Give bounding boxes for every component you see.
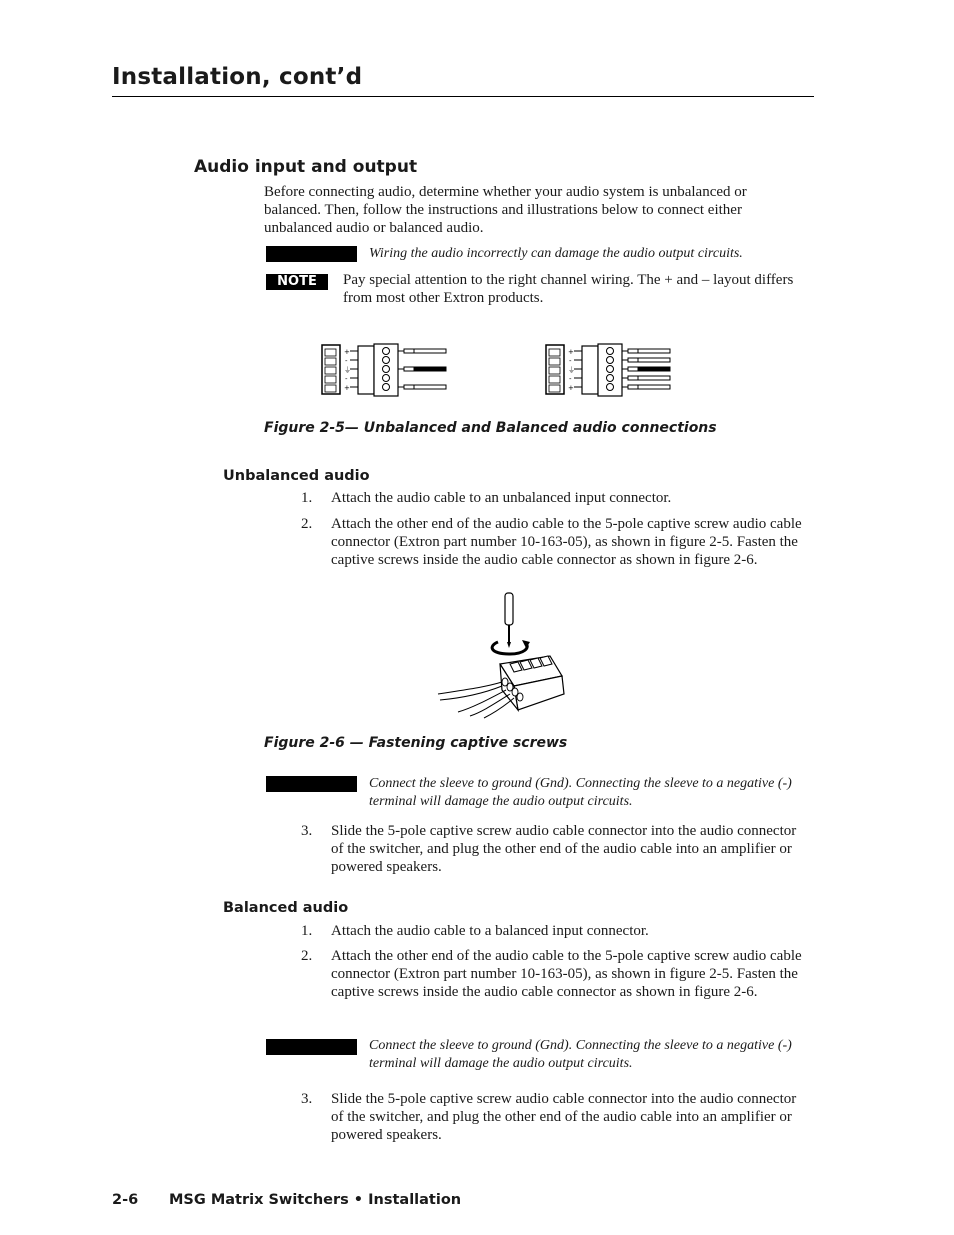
step-text: Slide the 5-pole captive screw audio cable connector into the audio connector of the switcher, and plug the other end of the audio cable into an amplifier or powered speakers.: [331, 823, 797, 875]
section-title: Audio input and output: [194, 157, 418, 177]
section-intro: Before connecting audio, determine whether your audio system is unbalanced or balanced. Then, follow the instructions and illustrations below to connect either unbalanced audio or balanced audio.: [264, 184, 747, 236]
caution-text: Wiring the audio incorrectly can damage the audio output circuits.: [369, 246, 743, 261]
unbalanced-audio-heading: Unbalanced audio: [223, 468, 370, 484]
caution-text: Connect the sleeve to ground (Gnd). Connecting the sleeve to a negative (-) terminal will damage the audio output circuits.: [369, 776, 792, 809]
figure-2-6-caption: Figure 2-6 — Fastening captive screws: [264, 735, 568, 751]
step-text: Attach the other end of the audio cable to the 5-pole captive screw audio cable connector (Extron part number 10-163-05), as shown in figure 2-5. Fasten the captive screws inside the audio cable connector as shown in figure 2-6.: [331, 516, 802, 568]
svg-text:⏚: ⏚: [568, 366, 575, 374]
caution-badge: [266, 776, 357, 792]
header-rule: [112, 96, 814, 97]
svg-text:-: -: [569, 375, 572, 383]
step-number: 1.: [301, 923, 313, 939]
svg-text:+: +: [344, 348, 350, 356]
step-number: 2.: [301, 516, 313, 532]
step-text: Attach the audio cable to an unbalanced input connector.: [331, 490, 672, 506]
step-text: Attach the other end of the audio cable to the 5-pole captive screw audio cable connector (Extron part number 10-163-05), as shown in figure 2-5. Fasten the captive screws inside the audio cable connector as shown in figure 2-6.: [331, 948, 802, 1000]
svg-text:-: -: [345, 357, 348, 365]
caution-badge: [266, 1039, 357, 1055]
caution-badge: [266, 246, 357, 262]
step-text: Slide the 5-pole captive screw audio cable connector into the audio connector of the switcher, and plug the other end of the audio cable into an amplifier or powered speakers.: [331, 1091, 797, 1143]
note-badge: NOTE: [266, 274, 328, 290]
svg-text:+: +: [344, 384, 350, 392]
captive-screw-illustration: [432, 590, 572, 720]
step-number: 3.: [301, 1091, 313, 1107]
balanced-connector-diagram: [542, 341, 674, 397]
caution-text: Connect the sleeve to ground (Gnd). Connecting the sleeve to a negative (-) terminal will damage the audio output circuits.: [369, 1038, 792, 1071]
note-text: Pay special attention to the right channel wiring. The + and – layout differs from most other Extron products.: [343, 272, 794, 306]
svg-text:⏚: ⏚: [344, 366, 351, 374]
step-number: 3.: [301, 823, 313, 839]
footer-doc-title: MSG Matrix Switchers • Installation: [169, 1192, 462, 1208]
step-text: Attach the audio cable to a balanced input connector.: [331, 923, 649, 939]
svg-text:+: +: [568, 348, 574, 356]
balanced-audio-heading: Balanced audio: [223, 900, 349, 916]
svg-text:-: -: [345, 375, 348, 383]
svg-text:-: -: [569, 357, 572, 365]
page-header-title: Installation, cont’d: [112, 64, 363, 90]
step-number: 2.: [301, 948, 313, 964]
figure-2-5-caption: Figure 2-5— Unbalanced and Balanced audio connections: [264, 420, 717, 436]
step-number: 1.: [301, 490, 313, 506]
svg-text:+: +: [568, 384, 574, 392]
unbalanced-connector-diagram: [318, 341, 450, 397]
page-number: 2-6: [112, 1192, 139, 1208]
